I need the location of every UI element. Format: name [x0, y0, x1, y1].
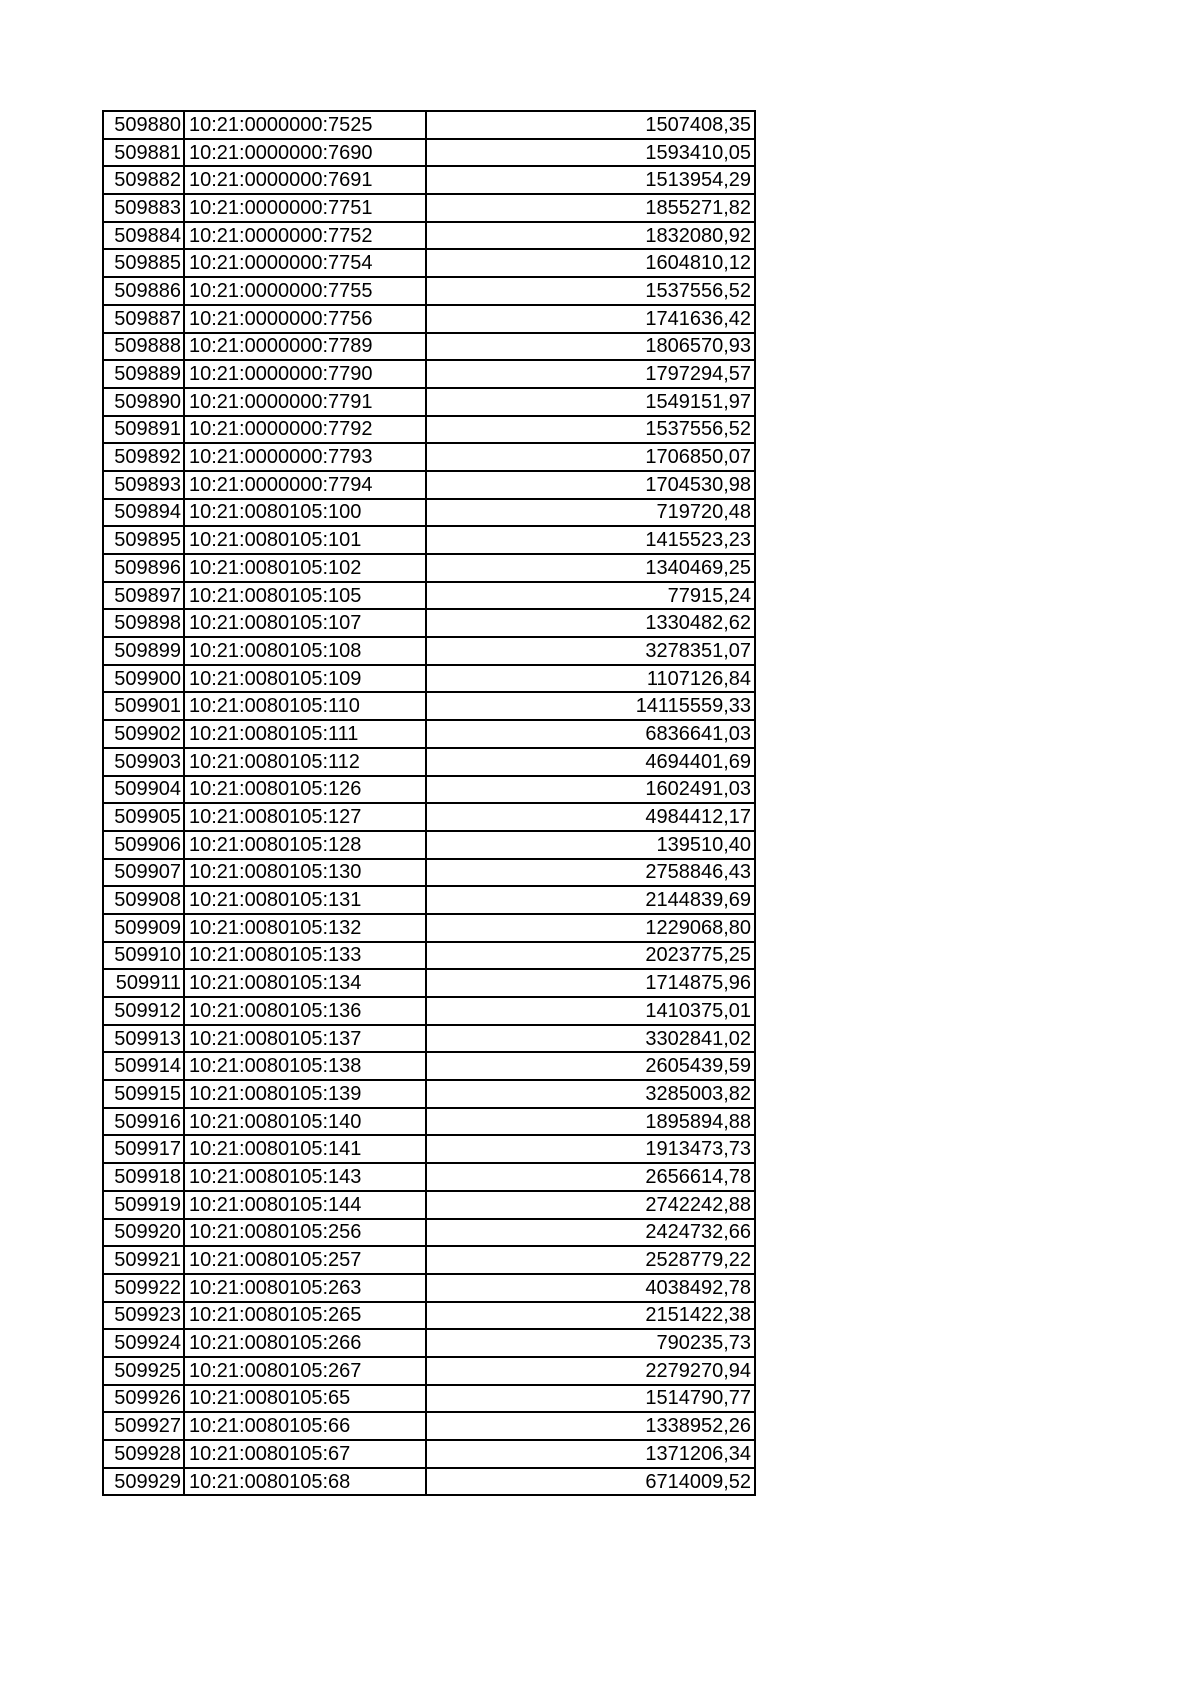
cadastral-number-cell: 10:21:0080105:127: [184, 803, 426, 831]
amount-cell: 1806570,93: [426, 333, 755, 361]
amount-cell: 4984412,17: [426, 803, 755, 831]
table-row: [103, 360, 755, 388]
table-row: [103, 388, 755, 416]
table-row: [103, 803, 755, 831]
cadastral-number-cell: 10:21:0080105:108: [184, 637, 426, 665]
row-number-cell: 509899: [103, 637, 184, 665]
cadastral-number-cell: 10:21:0000000:7756: [184, 305, 426, 333]
cadastral-number-cell: 10:21:0080105:102: [184, 554, 426, 582]
cadastral-number-cell: 10:21:0080105:138: [184, 1052, 426, 1080]
amount-cell: 1797294,57: [426, 360, 755, 388]
table-row: [103, 1080, 755, 1108]
data-table: [102, 110, 756, 1496]
cadastral-number-cell: 10:21:0080105:126: [184, 776, 426, 804]
amount-cell: 1415523,23: [426, 526, 755, 554]
cadastral-number-cell: 10:21:0080105:132: [184, 914, 426, 942]
cadastral-number-cell: 10:21:0080105:67: [184, 1440, 426, 1468]
row-number-cell: 509907: [103, 859, 184, 887]
row-number-cell: 509888: [103, 333, 184, 361]
cadastral-number-cell: 10:21:0000000:7752: [184, 222, 426, 250]
table-row: [103, 1440, 755, 1468]
table-body: [103, 111, 755, 1495]
table-row: [103, 776, 755, 804]
amount-cell: 6836641,03: [426, 720, 755, 748]
row-number-cell: 509898: [103, 609, 184, 637]
cadastral-number-cell: 10:21:0080105:112: [184, 748, 426, 776]
row-number-cell: 509881: [103, 139, 184, 167]
row-number-cell: 509889: [103, 360, 184, 388]
amount-cell: 3302841,02: [426, 1025, 755, 1053]
table-row: [103, 526, 755, 554]
table-row: [103, 942, 755, 970]
cadastral-number-cell: 10:21:0080105:140: [184, 1108, 426, 1136]
cadastral-number-cell: 10:21:0080105:68: [184, 1468, 426, 1496]
amount-cell: 4694401,69: [426, 748, 755, 776]
cadastral-number-cell: 10:21:0080105:111: [184, 720, 426, 748]
row-number-cell: 509906: [103, 831, 184, 859]
row-number-cell: 509900: [103, 665, 184, 693]
cadastral-number-cell: 10:21:0000000:7791: [184, 388, 426, 416]
row-number-cell: 509909: [103, 914, 184, 942]
amount-cell: 1913473,73: [426, 1135, 755, 1163]
amount-cell: 1514790,77: [426, 1385, 755, 1413]
amount-cell: 139510,40: [426, 831, 755, 859]
row-number-cell: 509884: [103, 222, 184, 250]
cadastral-number-cell: 10:21:0080105:137: [184, 1025, 426, 1053]
row-number-cell: 509883: [103, 194, 184, 222]
amount-cell: 4038492,78: [426, 1274, 755, 1302]
amount-cell: 790235,73: [426, 1329, 755, 1357]
table-row: [103, 1191, 755, 1219]
row-number-cell: 509897: [103, 582, 184, 610]
cadastral-number-cell: 10:21:0000000:7789: [184, 333, 426, 361]
amount-cell: 1549151,97: [426, 388, 755, 416]
row-number-cell: 509915: [103, 1080, 184, 1108]
table-row: [103, 969, 755, 997]
row-number-cell: 509891: [103, 416, 184, 444]
table-row: [103, 748, 755, 776]
row-number-cell: 509908: [103, 886, 184, 914]
table-row: [103, 1302, 755, 1330]
cadastral-number-cell: 10:21:0080105:100: [184, 499, 426, 527]
table-row: [103, 1468, 755, 1496]
row-number-cell: 509893: [103, 471, 184, 499]
amount-cell: 3285003,82: [426, 1080, 755, 1108]
amount-cell: 2023775,25: [426, 942, 755, 970]
row-number-cell: 509913: [103, 1025, 184, 1053]
cadastral-number-cell: 10:21:0080105:130: [184, 859, 426, 887]
table-row: [103, 1385, 755, 1413]
amount-cell: 1895894,88: [426, 1108, 755, 1136]
table-row: [103, 1135, 755, 1163]
cadastral-number-cell: 10:21:0080105:107: [184, 609, 426, 637]
amount-cell: 1832080,92: [426, 222, 755, 250]
amount-cell: 1330482,62: [426, 609, 755, 637]
row-number-cell: 509882: [103, 166, 184, 194]
table-row: [103, 886, 755, 914]
cadastral-number-cell: 10:21:0080105:136: [184, 997, 426, 1025]
row-number-cell: 509885: [103, 249, 184, 277]
row-number-cell: 509896: [103, 554, 184, 582]
row-number-cell: 509886: [103, 277, 184, 305]
amount-cell: 1338952,26: [426, 1412, 755, 1440]
cadastral-number-cell: 10:21:0080105:101: [184, 526, 426, 554]
amount-cell: 1593410,05: [426, 139, 755, 167]
amount-cell: 1507408,35: [426, 111, 755, 139]
row-number-cell: 509910: [103, 942, 184, 970]
table-row: [103, 471, 755, 499]
table-row: [103, 665, 755, 693]
row-number-cell: 509890: [103, 388, 184, 416]
cadastral-number-cell: 10:21:0000000:7755: [184, 277, 426, 305]
row-number-cell: 509929: [103, 1468, 184, 1496]
cadastral-number-cell: 10:21:0080105:257: [184, 1246, 426, 1274]
table-row: [103, 914, 755, 942]
row-number-cell: 509911: [103, 969, 184, 997]
row-number-cell: 509914: [103, 1052, 184, 1080]
cadastral-number-cell: 10:21:0000000:7790: [184, 360, 426, 388]
cadastral-number-cell: 10:21:0000000:7751: [184, 194, 426, 222]
cadastral-number-cell: 10:21:0080105:141: [184, 1135, 426, 1163]
table-row: [103, 637, 755, 665]
table-row: [103, 720, 755, 748]
cadastral-number-cell: 10:21:0080105:131: [184, 886, 426, 914]
cadastral-number-cell: 10:21:0000000:7793: [184, 443, 426, 471]
table-row: [103, 222, 755, 250]
amount-cell: 2279270,94: [426, 1357, 755, 1385]
amount-cell: 1602491,03: [426, 776, 755, 804]
row-number-cell: 509916: [103, 1108, 184, 1136]
row-number-cell: 509919: [103, 1191, 184, 1219]
table-row: [103, 1108, 755, 1136]
cadastral-number-cell: 10:21:0080105:110: [184, 692, 426, 720]
amount-cell: 1704530,98: [426, 471, 755, 499]
table-row: [103, 249, 755, 277]
cadastral-number-cell: 10:21:0080105:105: [184, 582, 426, 610]
amount-cell: 1714875,96: [426, 969, 755, 997]
table-row: [103, 499, 755, 527]
cadastral-number-cell: 10:21:0080105:128: [184, 831, 426, 859]
row-number-cell: 509895: [103, 526, 184, 554]
amount-cell: 1371206,34: [426, 1440, 755, 1468]
table-row: [103, 1274, 755, 1302]
row-number-cell: 509905: [103, 803, 184, 831]
row-number-cell: 509902: [103, 720, 184, 748]
cadastral-number-cell: 10:21:0080105:66: [184, 1412, 426, 1440]
amount-cell: 77915,24: [426, 582, 755, 610]
table-row: [103, 111, 755, 139]
cadastral-number-cell: 10:21:0000000:7691: [184, 166, 426, 194]
amount-cell: 2656614,78: [426, 1163, 755, 1191]
table-row: [103, 277, 755, 305]
cadastral-number-cell: 10:21:0080105:133: [184, 942, 426, 970]
amount-cell: 1340469,25: [426, 554, 755, 582]
row-number-cell: 509922: [103, 1274, 184, 1302]
row-number-cell: 509892: [103, 443, 184, 471]
table-row: [103, 1329, 755, 1357]
cadastral-number-cell: 10:21:0080105:143: [184, 1163, 426, 1191]
amount-cell: 2151422,38: [426, 1302, 755, 1330]
row-number-cell: 509926: [103, 1385, 184, 1413]
cadastral-number-cell: 10:21:0000000:7690: [184, 139, 426, 167]
amount-cell: 1537556,52: [426, 416, 755, 444]
row-number-cell: 509921: [103, 1246, 184, 1274]
table-row: [103, 139, 755, 167]
cadastral-number-cell: 10:21:0080105:139: [184, 1080, 426, 1108]
table-row: [103, 609, 755, 637]
row-number-cell: 509928: [103, 1440, 184, 1468]
table-row: [103, 582, 755, 610]
cadastral-number-cell: 10:21:0000000:7794: [184, 471, 426, 499]
row-number-cell: 509887: [103, 305, 184, 333]
table-row: [103, 1025, 755, 1053]
row-number-cell: 509923: [103, 1302, 184, 1330]
row-number-cell: 509912: [103, 997, 184, 1025]
table-row: [103, 1219, 755, 1247]
amount-cell: 6714009,52: [426, 1468, 755, 1496]
table-row: [103, 1163, 755, 1191]
amount-cell: 1604810,12: [426, 249, 755, 277]
cadastral-number-cell: 10:21:0080105:265: [184, 1302, 426, 1330]
amount-cell: 2144839,69: [426, 886, 755, 914]
table-row: [103, 194, 755, 222]
cadastral-number-cell: 10:21:0080105:109: [184, 665, 426, 693]
row-number-cell: 509903: [103, 748, 184, 776]
table-row: [103, 443, 755, 471]
table-row: [103, 1052, 755, 1080]
table-row: [103, 1246, 755, 1274]
table-row: [103, 831, 755, 859]
cadastral-number-cell: 10:21:0000000:7754: [184, 249, 426, 277]
amount-cell: 1706850,07: [426, 443, 755, 471]
row-number-cell: 509927: [103, 1412, 184, 1440]
row-number-cell: 509904: [103, 776, 184, 804]
amount-cell: 1513954,29: [426, 166, 755, 194]
row-number-cell: 509918: [103, 1163, 184, 1191]
amount-cell: 2424732,66: [426, 1219, 755, 1247]
cadastral-number-cell: 10:21:0080105:134: [184, 969, 426, 997]
amount-cell: 2742242,88: [426, 1191, 755, 1219]
row-number-cell: 509894: [103, 499, 184, 527]
table-row: [103, 1412, 755, 1440]
row-number-cell: 509880: [103, 111, 184, 139]
table-row: [103, 997, 755, 1025]
amount-cell: 1229068,80: [426, 914, 755, 942]
table-row: [103, 859, 755, 887]
table-row: [103, 333, 755, 361]
row-number-cell: 509917: [103, 1135, 184, 1163]
amount-cell: 2758846,43: [426, 859, 755, 887]
amount-cell: 1855271,82: [426, 194, 755, 222]
table-row: [103, 554, 755, 582]
amount-cell: 1107126,84: [426, 665, 755, 693]
amount-cell: 1410375,01: [426, 997, 755, 1025]
row-number-cell: 509901: [103, 692, 184, 720]
cadastral-number-cell: 10:21:0080105:263: [184, 1274, 426, 1302]
row-number-cell: 509924: [103, 1329, 184, 1357]
amount-cell: 2528779,22: [426, 1246, 755, 1274]
table-row: [103, 305, 755, 333]
cadastral-number-cell: 10:21:0080105:266: [184, 1329, 426, 1357]
amount-cell: 3278351,07: [426, 637, 755, 665]
cadastral-number-cell: 10:21:0000000:7525: [184, 111, 426, 139]
row-number-cell: 509920: [103, 1219, 184, 1247]
table-row: [103, 416, 755, 444]
cadastral-number-cell: 10:21:0080105:144: [184, 1191, 426, 1219]
amount-cell: 14115559,33: [426, 692, 755, 720]
amount-cell: 2605439,59: [426, 1052, 755, 1080]
amount-cell: 1537556,52: [426, 277, 755, 305]
row-number-cell: 509925: [103, 1357, 184, 1385]
amount-cell: 719720,48: [426, 499, 755, 527]
cadastral-number-cell: 10:21:0080105:65: [184, 1385, 426, 1413]
cadastral-number-cell: 10:21:0080105:267: [184, 1357, 426, 1385]
cadastral-number-cell: 10:21:0000000:7792: [184, 416, 426, 444]
table-row: [103, 1357, 755, 1385]
amount-cell: 1741636,42: [426, 305, 755, 333]
cadastral-number-cell: 10:21:0080105:256: [184, 1219, 426, 1247]
table-row: [103, 692, 755, 720]
table-row: [103, 166, 755, 194]
